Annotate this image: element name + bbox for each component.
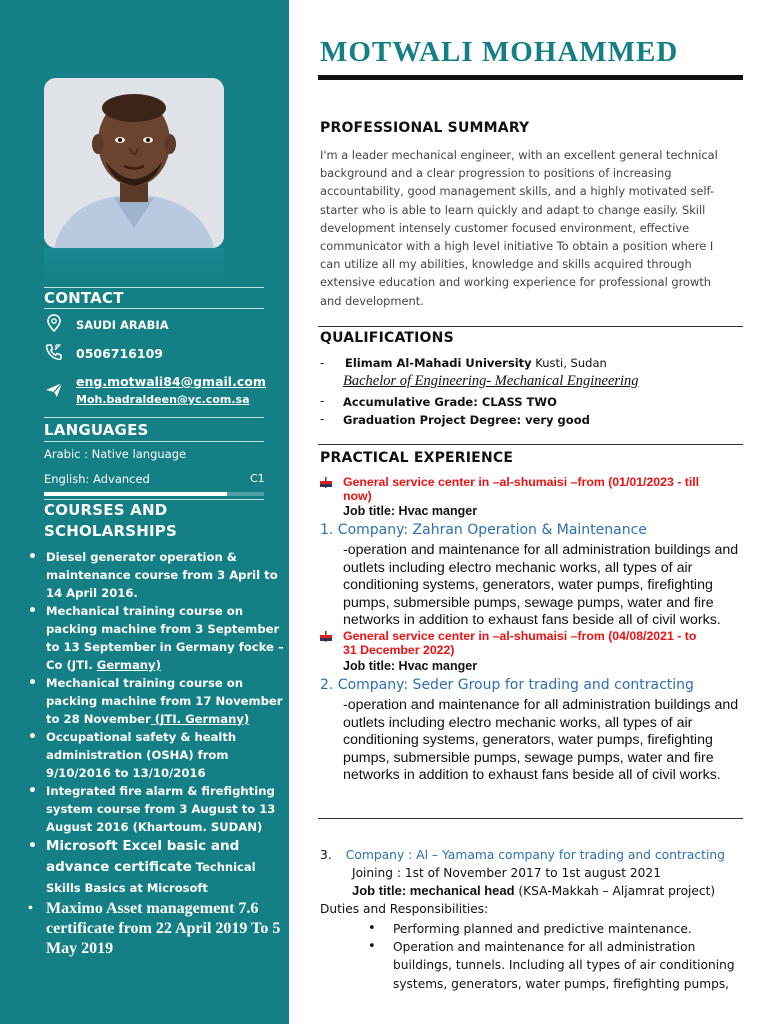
photo-shadow [44,248,224,284]
duty-item: • Operation and maintenance for all administration buildings, tunnels. Including all types of air conditioning systems, generators, water pumps, firefighting pumps, [368,938,758,993]
title-underline [318,75,743,80]
location-icon [45,314,63,332]
flag-icon [320,631,332,642]
qualification-degree: Bachelor of Engineering- Mechanical Engineering [343,373,639,389]
courses-heading-line2: SCHOLARSHIPS [44,522,177,540]
contact-divider-top [44,287,264,288]
company-name: 2. Company: Seder Group for trading and contracting [320,677,694,693]
company-name: 1. Company: Zahran Operation & Maintenance [320,522,647,538]
qualifications-divider [318,444,743,445]
job-title: Job title: Hvac manger [343,659,478,673]
bullet-dash: - [320,356,325,370]
contact-heading: CONTACT [44,289,124,307]
language-english-bar-fill [44,492,227,496]
duties-heading: Duties and Responsibilities: [320,902,489,916]
contact-divider-bottom [44,308,264,309]
course-item: • Occupational safety & health administration (OSHA) from 9/10/2016 to 13/10/2016 [28,728,286,782]
course-item: • Diesel generator operation & maintenance course from 3 April to 14 April 2016. [28,548,286,602]
language-arabic: Arabic : Native language [44,447,187,461]
bullet-dash: - [320,412,325,426]
summary-heading: PROFESSIONAL SUMMARY [320,120,530,136]
course-item: • Integrated fire alarm & firefighting system course from 3 August to 13 August 2016 (Khartoum. SUDAN) [28,782,286,836]
course-item: • Microsoft Excel basic and advance certificate Technical Skills Basics at Microsoft [28,836,286,899]
qualification-university: Elimam Al-Mahadi University Kusti, Sudan [345,356,607,370]
company-name: 3. Company : Al – Yamama company for trading and contracting [320,848,725,862]
phone-icon [45,343,63,361]
duties-text: -operation and maintenance for all administration buildings and outlets including electro mechanic works, all types of air conditioning systems, generators, water pumps, firefighting pumps, submersible pumps, sewage pumps, water and fire networks in addition to exhaust fans beside all of civil works. [343,697,739,783]
email-primary-link[interactable]: eng.motwali84@gmail.com [76,374,266,389]
email-icon [45,381,63,399]
summary-divider [318,326,743,327]
job-title: Job title: mechanical head (KSA-Makkah – Aljamrat project) [352,883,716,898]
course-item: • Mechanical training course on packing machine from 3 September to 13 September in Germany focke – Co (JTI. Germany) [28,602,286,674]
contact-location: SAUDI ARABIA [76,318,169,332]
page-title: MOTWALI MOHAMMED [320,36,679,68]
experience-location: General service center in –al-shumaisi –from (01/01/2023 - till now) [343,475,700,503]
qualification-grade: Accumulative Grade: CLASS TWO [343,395,557,409]
course-item: • Maximo Asset management 7.6 certificate from 22 April 2019 To 5 May 2019 [28,899,286,959]
language-english-level: C1 [250,472,265,485]
languages-heading: LANGUAGES [44,421,149,439]
duties-text: -operation and maintenance for all administration buildings and outlets including electro mechanic works, all types of air conditioning systems, generators, water pumps, firefighting pumps, submersible pumps, sewage pumps, water and fire networks in addition to exhaust fans beside all of civil works. [343,542,739,628]
qualifications-heading: QUALIFICATIONS [320,330,454,346]
language-english: English: Advanced [44,472,150,486]
course-item: • Mechanical training course on packing machine from 17 November to 28 November (JTI. Germany) [28,674,286,728]
email-secondary-link[interactable]: Moh.badraldeen@yc.com.sa [76,393,250,406]
experience-heading: PRACTICAL EXPERIENCE [320,450,514,466]
courses-divider-top [44,499,264,500]
flag-icon [320,477,332,488]
courses-list [28,548,286,959]
bullet-dash: - [320,394,325,408]
sidebar [0,0,289,1024]
experience-divider [318,818,743,819]
summary-text: I'm a leader mechanical engineer, with an excellent general technical background and a clear progression to positions of increasing accountability, good management skills, and a highly motivated self-starter who is able to learn quickly and adapt to change easily. Skill development intensely customer focused environment, effective communicator with a high level initiative To obtain a position where I can utilize all my abilities, knowledge and skills acquired through extensive education and working experience for professional growth and development. [320,148,718,308]
courses-heading-line1: COURSES AND [44,501,168,519]
languages-divider-bottom [44,441,264,442]
qualification-project: Graduation Project Degree: very good [343,413,590,427]
profile-photo [44,78,224,248]
language-english-bar [44,492,264,496]
contact-phone[interactable]: 0506716109 [76,346,163,361]
duty-item: • Performing planned and predictive maintenance. [368,920,758,938]
duties-list [368,920,758,993]
languages-divider-top [44,417,264,418]
joining-dates: Joining : 1st of November 2017 to 1st august 2021 [352,866,661,880]
job-title: Job title: Hvac manger [343,504,478,518]
experience-location: General service center in –al-shumaisi –from (04/08/2021 - to 31 December 2022) [343,629,697,657]
